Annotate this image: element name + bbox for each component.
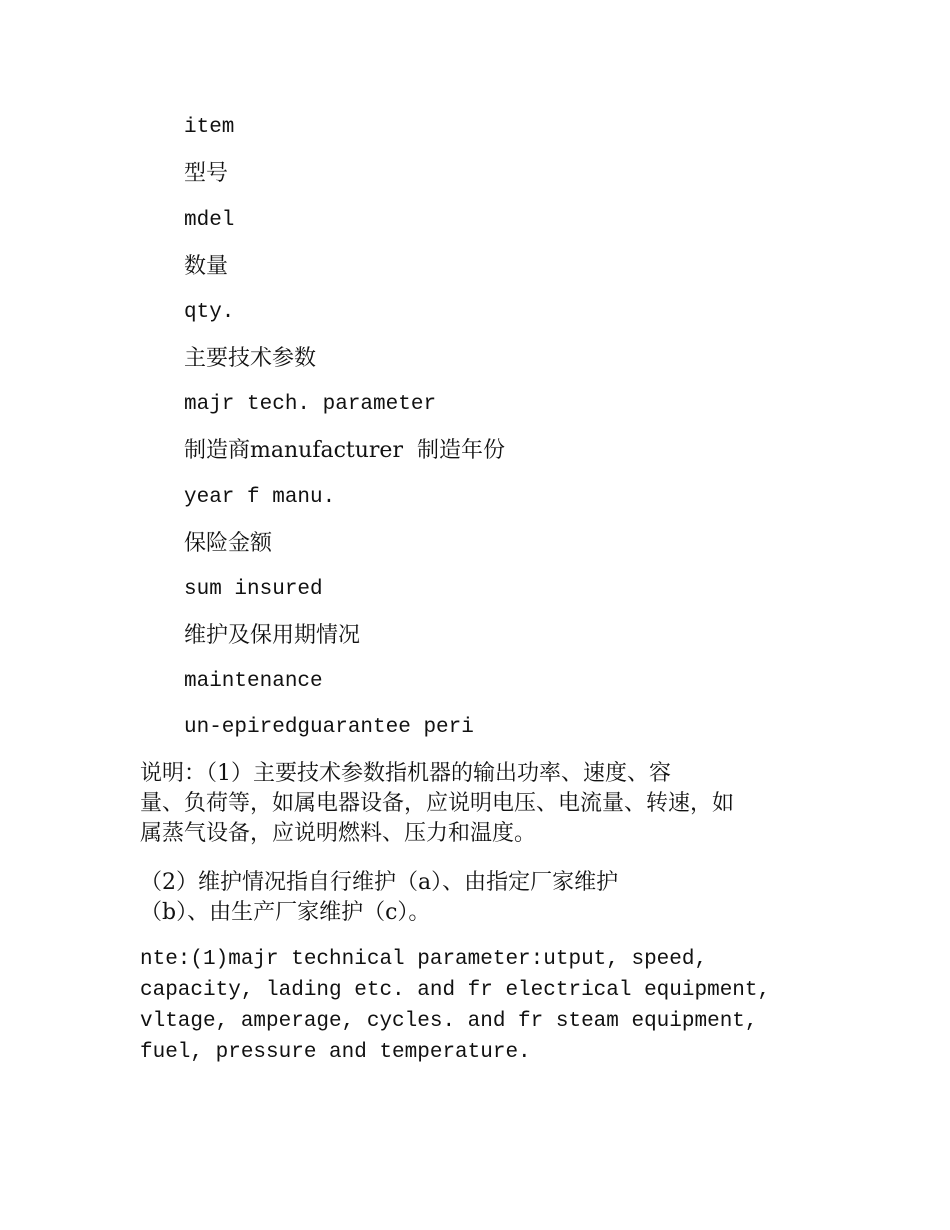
line-maintenance-cn: 维护及保用期情况: [184, 623, 361, 648]
line-item: item: [184, 116, 235, 139]
line-sum-insured-cn: 保险金额: [184, 531, 273, 556]
line-manufacturer: 制造商manufacturer 制造年份: [184, 438, 505, 463]
line-model-cn: 型号: [184, 161, 229, 186]
line-maintenance-en: maintenance: [184, 670, 323, 693]
line-year-en: year f manu.: [184, 486, 336, 509]
line-qty-cn: 数量: [184, 254, 229, 279]
line-model-en: mdel: [184, 209, 235, 232]
line-guarantee-en: un-epiredguarantee peri: [184, 716, 474, 739]
line-parameter-en: majr tech. parameter: [184, 393, 437, 416]
note-en: nte:(1)majr technical parameter:utput, speed, capacity, lading etc. and fr electrical equipment, vltage, amperage, cycles. and fr steam equipment, fuel, pressure and temperature.: [140, 948, 771, 1064]
note-1-cn: 说明：（1）主要技术参数指机器的输出功率、速度、容 量、负荷等，如属电器设备，应说明电压、电流量、转速，如 属蒸气设备，应说明燃料、压力和温度。: [140, 761, 735, 846]
line-qty-en: qty.: [184, 301, 235, 324]
line-parameter-cn: 主要技术参数: [184, 346, 317, 371]
note-2-cn: （2）维护情况指自行维护（a）、由指定厂家维护 （b）、由生产厂家维护（c）。: [140, 870, 619, 925]
line-sum-insured-en: sum insured: [184, 578, 323, 601]
